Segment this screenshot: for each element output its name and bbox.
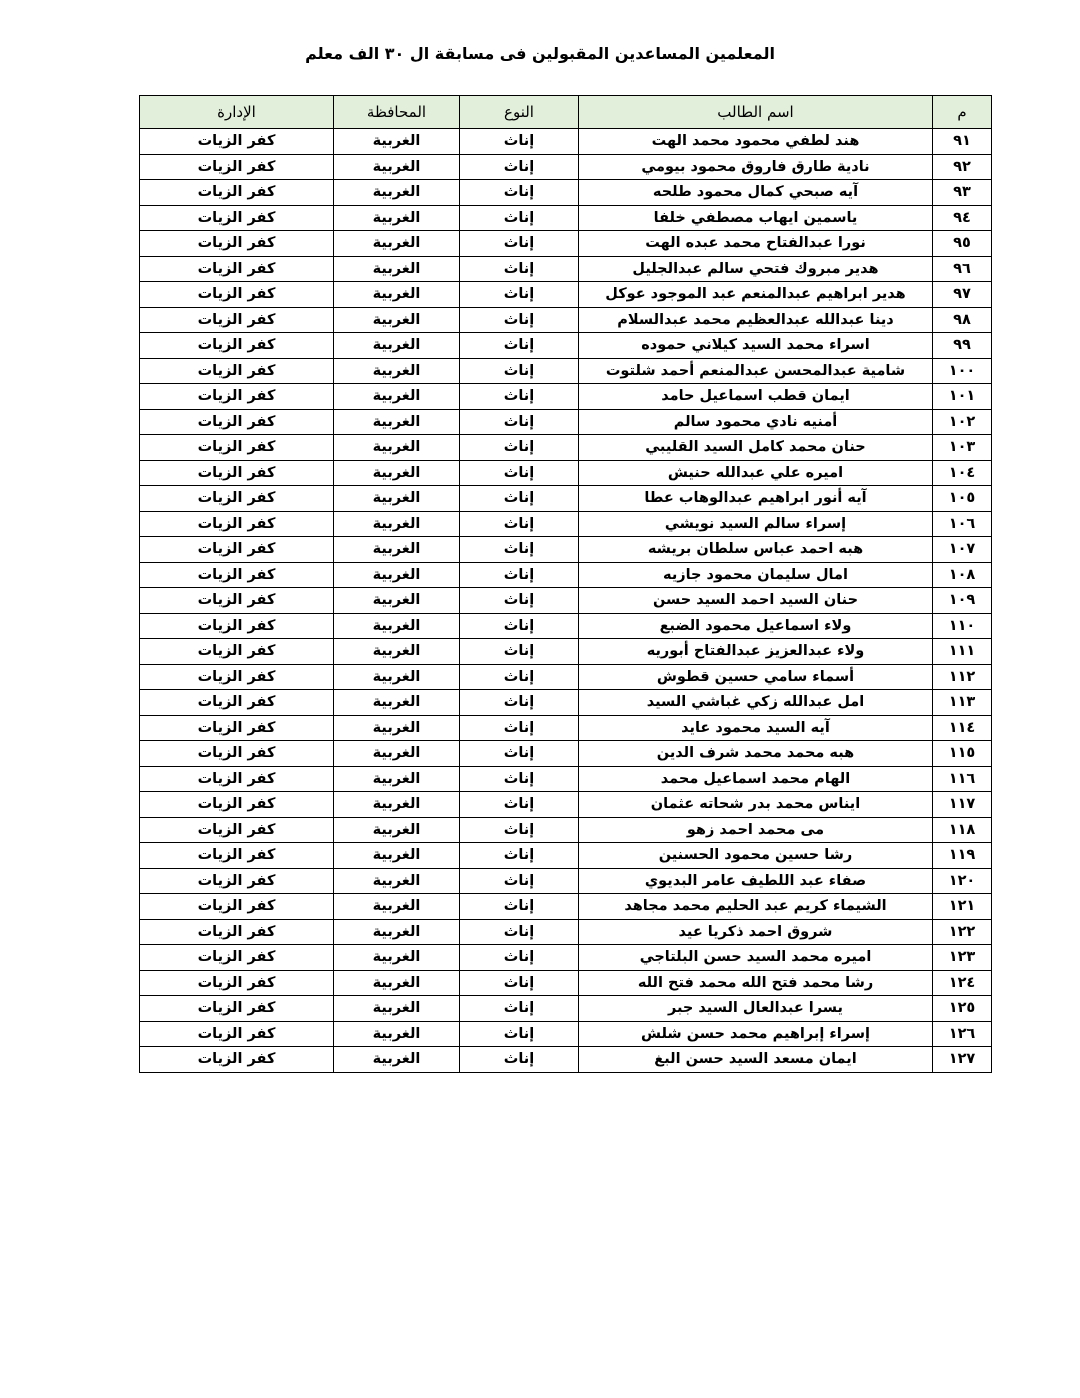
- cell-num: ١٠١: [933, 384, 992, 410]
- cell-name: أمنيه نادي محمود سالم: [579, 409, 933, 435]
- cell-administration: كفر الزيات: [140, 970, 334, 996]
- cell-num: ١١١: [933, 639, 992, 665]
- cell-governorate: الغربية: [334, 639, 460, 665]
- cell-administration: كفر الزيات: [140, 996, 334, 1022]
- table-row: [140, 868, 992, 894]
- cell-governorate: الغربية: [334, 868, 460, 894]
- cell-num: ١٢٠: [933, 868, 992, 894]
- cell-gender: إناث: [460, 664, 579, 690]
- cell-administration: كفر الزيات: [140, 205, 334, 231]
- cell-name: ايمان مسعد السيد حسن البغ: [579, 1047, 933, 1073]
- cell-administration: كفر الزيات: [140, 715, 334, 741]
- cell-administration: كفر الزيات: [140, 868, 334, 894]
- cell-administration: كفر الزيات: [140, 639, 334, 665]
- table-row: [140, 843, 992, 869]
- cell-administration: كفر الزيات: [140, 231, 334, 257]
- cell-gender: إناث: [460, 282, 579, 308]
- table-header: [140, 96, 992, 129]
- cell-gender: إناث: [460, 231, 579, 257]
- table-row: [140, 537, 992, 563]
- cell-administration: كفر الزيات: [140, 817, 334, 843]
- cell-governorate: الغربية: [334, 256, 460, 282]
- cell-name: آيه صبحي كمال محمود طلحه: [579, 180, 933, 206]
- cell-administration: كفر الزيات: [140, 358, 334, 384]
- table-row: [140, 435, 992, 461]
- table-row: [140, 690, 992, 716]
- cell-governorate: الغربية: [334, 384, 460, 410]
- cell-num: ١١٢: [933, 664, 992, 690]
- cell-administration: كفر الزيات: [140, 511, 334, 537]
- cell-administration: كفر الزيات: [140, 154, 334, 180]
- cell-gender: إناث: [460, 817, 579, 843]
- cell-name: آيه السيد محمود عايد: [579, 715, 933, 741]
- table-row: [140, 511, 992, 537]
- table-row: [140, 333, 992, 359]
- cell-gender: إناث: [460, 511, 579, 537]
- table-row: [140, 307, 992, 333]
- cell-num: ١٠٧: [933, 537, 992, 563]
- cell-administration: كفر الزيات: [140, 664, 334, 690]
- cell-governorate: الغربية: [334, 919, 460, 945]
- cell-gender: إناث: [460, 996, 579, 1022]
- cell-num: ١١٤: [933, 715, 992, 741]
- cell-governorate: الغربية: [334, 486, 460, 512]
- table-row: [140, 792, 992, 818]
- cell-gender: إناث: [460, 639, 579, 665]
- cell-num: ٩٦: [933, 256, 992, 282]
- cell-name: ولاء اسماعيل محمود الضبع: [579, 613, 933, 639]
- table-row: [140, 970, 992, 996]
- cell-gender: إناث: [460, 435, 579, 461]
- cell-administration: كفر الزيات: [140, 562, 334, 588]
- cell-num: ١٢٧: [933, 1047, 992, 1073]
- header-gender: النوع: [460, 96, 579, 129]
- cell-name: اميره محمد السيد حسن البلتاجي: [579, 945, 933, 971]
- cell-name: نورا عبدالفتاح محمد عبده الهت: [579, 231, 933, 257]
- cell-administration: كفر الزيات: [140, 384, 334, 410]
- cell-gender: إناث: [460, 205, 579, 231]
- cell-governorate: الغربية: [334, 154, 460, 180]
- table-row: [140, 154, 992, 180]
- cell-name: آيه أنور ابراهيم عبدالوهاب عطا: [579, 486, 933, 512]
- cell-governorate: الغربية: [334, 970, 460, 996]
- table-row: [140, 664, 992, 690]
- header-name: اسم الطالب: [579, 96, 933, 129]
- cell-name: ولاء عبدالعزيز عبدالفتاح أبوريه: [579, 639, 933, 665]
- accepted-teachers-table: [139, 95, 992, 1073]
- cell-governorate: الغربية: [334, 511, 460, 537]
- cell-name: حنان السيد احمد السيد حسن: [579, 588, 933, 614]
- cell-governorate: الغربية: [334, 945, 460, 971]
- cell-governorate: الغربية: [334, 996, 460, 1022]
- cell-governorate: الغربية: [334, 180, 460, 206]
- cell-num: ١١٣: [933, 690, 992, 716]
- cell-gender: إناث: [460, 970, 579, 996]
- table-row: [140, 358, 992, 384]
- cell-governorate: الغربية: [334, 1047, 460, 1073]
- cell-administration: كفر الزيات: [140, 919, 334, 945]
- cell-num: ١٢٥: [933, 996, 992, 1022]
- cell-governorate: الغربية: [334, 843, 460, 869]
- cell-gender: إناث: [460, 460, 579, 486]
- table-row: [140, 817, 992, 843]
- table-row: [140, 639, 992, 665]
- cell-num: ١٠٩: [933, 588, 992, 614]
- cell-name: شروق احمد ذكريا عيد: [579, 919, 933, 945]
- cell-num: ١١٠: [933, 613, 992, 639]
- cell-governorate: الغربية: [334, 664, 460, 690]
- cell-num: ١٢٣: [933, 945, 992, 971]
- cell-num: ٩٣: [933, 180, 992, 206]
- cell-num: ١٢٢: [933, 919, 992, 945]
- cell-name: مى محمد احمد زهو: [579, 817, 933, 843]
- cell-governorate: الغربية: [334, 205, 460, 231]
- cell-administration: كفر الزيات: [140, 766, 334, 792]
- cell-gender: إناث: [460, 256, 579, 282]
- table-row: [140, 766, 992, 792]
- cell-name: هدير ابراهيم عبدالمنعم عبد الموجود عوكل: [579, 282, 933, 308]
- cell-name: الشيماء كريم عبد الحليم محمد مجاهد: [579, 894, 933, 920]
- cell-administration: كفر الزيات: [140, 792, 334, 818]
- cell-name: امل عبدالله زكي غباشي السيد: [579, 690, 933, 716]
- table-row: [140, 1047, 992, 1073]
- table-row: [140, 180, 992, 206]
- table-row: [140, 919, 992, 945]
- cell-name: هند لطفي محمود محمد الهت: [579, 129, 933, 155]
- cell-name: شامية عبدالمحسن عبدالمنعم أحمد شلتوت: [579, 358, 933, 384]
- cell-governorate: الغربية: [334, 358, 460, 384]
- page-title: المعلمين المساعدين المقبولين فى مسابقة ال ٣٠ الف معلم: [305, 44, 775, 63]
- table-row: [140, 409, 992, 435]
- cell-name: نادية طارق فاروق محمود بيومي: [579, 154, 933, 180]
- cell-governorate: الغربية: [334, 741, 460, 767]
- cell-administration: كفر الزيات: [140, 894, 334, 920]
- table-row: [140, 588, 992, 614]
- cell-num: ١٠٥: [933, 486, 992, 512]
- cell-administration: كفر الزيات: [140, 435, 334, 461]
- cell-gender: إناث: [460, 766, 579, 792]
- table-row: [140, 384, 992, 410]
- cell-num: ١٠٤: [933, 460, 992, 486]
- cell-num: ١١٥: [933, 741, 992, 767]
- cell-governorate: الغربية: [334, 766, 460, 792]
- table-row: [140, 562, 992, 588]
- cell-num: ١٠٦: [933, 511, 992, 537]
- cell-gender: إناث: [460, 588, 579, 614]
- cell-name: امال سليمان محمود جازيه: [579, 562, 933, 588]
- cell-administration: كفر الزيات: [140, 256, 334, 282]
- cell-name: هدير مبروك فتحي سالم عبدالجليل: [579, 256, 933, 282]
- cell-administration: كفر الزيات: [140, 613, 334, 639]
- cell-gender: إناث: [460, 715, 579, 741]
- cell-governorate: الغربية: [334, 690, 460, 716]
- header-governorate: المحافظة: [334, 96, 460, 129]
- cell-name: رشا حسين محمود الحسنين: [579, 843, 933, 869]
- cell-num: ٩٨: [933, 307, 992, 333]
- cell-num: ٩٩: [933, 333, 992, 359]
- cell-governorate: الغربية: [334, 613, 460, 639]
- cell-gender: إناث: [460, 154, 579, 180]
- cell-governorate: الغربية: [334, 435, 460, 461]
- cell-gender: إناث: [460, 384, 579, 410]
- cell-governorate: الغربية: [334, 817, 460, 843]
- cell-governorate: الغربية: [334, 307, 460, 333]
- cell-num: ١٠٠: [933, 358, 992, 384]
- table-row: [140, 945, 992, 971]
- cell-gender: إناث: [460, 307, 579, 333]
- cell-administration: كفر الزيات: [140, 741, 334, 767]
- header-administration: الإدارة: [140, 96, 334, 129]
- table-row: [140, 894, 992, 920]
- cell-name: يسرا عبدالعال السيد جبر: [579, 996, 933, 1022]
- cell-num: ١١٩: [933, 843, 992, 869]
- cell-governorate: الغربية: [334, 129, 460, 155]
- table-row: [140, 460, 992, 486]
- cell-num: ٩٢: [933, 154, 992, 180]
- cell-governorate: الغربية: [334, 460, 460, 486]
- cell-num: ٩٧: [933, 282, 992, 308]
- cell-name: صفاء عبد اللطيف عامر البديوي: [579, 868, 933, 894]
- cell-gender: إناث: [460, 843, 579, 869]
- cell-gender: إناث: [460, 613, 579, 639]
- cell-num: ١١٧: [933, 792, 992, 818]
- table-row: [140, 996, 992, 1022]
- cell-gender: إناث: [460, 919, 579, 945]
- cell-num: ١٠٣: [933, 435, 992, 461]
- table-row: [140, 715, 992, 741]
- cell-name: أسماء سامي حسين قطوش: [579, 664, 933, 690]
- cell-name: إسراء سالم السيد نويشي: [579, 511, 933, 537]
- cell-governorate: الغربية: [334, 409, 460, 435]
- cell-administration: كفر الزيات: [140, 945, 334, 971]
- table-row: [140, 741, 992, 767]
- cell-administration: كفر الزيات: [140, 333, 334, 359]
- header-row: [140, 96, 992, 129]
- header-num: م: [933, 96, 992, 129]
- cell-name: رشا محمد فتح الله محمد فتح الله: [579, 970, 933, 996]
- cell-administration: كفر الزيات: [140, 282, 334, 308]
- table-row: [140, 129, 992, 155]
- cell-gender: إناث: [460, 1021, 579, 1047]
- cell-num: ١٢١: [933, 894, 992, 920]
- cell-governorate: الغربية: [334, 562, 460, 588]
- cell-name: هبه احمد عباس سلطان بريشه: [579, 537, 933, 563]
- cell-administration: كفر الزيات: [140, 1047, 334, 1073]
- cell-gender: إناث: [460, 486, 579, 512]
- cell-num: ١٠٢: [933, 409, 992, 435]
- cell-name: ايمان قطب اسماعيل حامد: [579, 384, 933, 410]
- cell-gender: إناث: [460, 129, 579, 155]
- cell-name: هبه محمد محمد شرف الدين: [579, 741, 933, 767]
- cell-num: ٩٥: [933, 231, 992, 257]
- cell-governorate: الغربية: [334, 282, 460, 308]
- cell-gender: إناث: [460, 894, 579, 920]
- cell-administration: كفر الزيات: [140, 129, 334, 155]
- cell-name: دينا عبدالله عبدالعظيم محمد عبدالسلام: [579, 307, 933, 333]
- cell-administration: كفر الزيات: [140, 1021, 334, 1047]
- cell-gender: إناث: [460, 180, 579, 206]
- cell-administration: كفر الزيات: [140, 307, 334, 333]
- cell-administration: كفر الزيات: [140, 486, 334, 512]
- cell-governorate: الغربية: [334, 333, 460, 359]
- cell-governorate: الغربية: [334, 715, 460, 741]
- cell-name: اسراء محمد السيد كيلاني حموده: [579, 333, 933, 359]
- cell-name: الهام محمد اسماعيل محمد: [579, 766, 933, 792]
- cell-administration: كفر الزيات: [140, 180, 334, 206]
- cell-governorate: الغربية: [334, 588, 460, 614]
- table-row: [140, 1021, 992, 1047]
- cell-num: ٩١: [933, 129, 992, 155]
- cell-gender: إناث: [460, 690, 579, 716]
- table-row: [140, 256, 992, 282]
- cell-gender: إناث: [460, 868, 579, 894]
- cell-administration: كفر الزيات: [140, 409, 334, 435]
- cell-administration: كفر الزيات: [140, 588, 334, 614]
- cell-name: اميره علي عبدالله حنيش: [579, 460, 933, 486]
- cell-governorate: الغربية: [334, 231, 460, 257]
- cell-governorate: الغربية: [334, 894, 460, 920]
- cell-administration: كفر الزيات: [140, 537, 334, 563]
- cell-administration: كفر الزيات: [140, 690, 334, 716]
- cell-governorate: الغربية: [334, 1021, 460, 1047]
- cell-gender: إناث: [460, 537, 579, 563]
- cell-num: ١١٨: [933, 817, 992, 843]
- cell-num: ١١٦: [933, 766, 992, 792]
- cell-num: ١٢٤: [933, 970, 992, 996]
- table-row: [140, 282, 992, 308]
- cell-num: ٩٤: [933, 205, 992, 231]
- cell-num: ١٠٨: [933, 562, 992, 588]
- cell-gender: إناث: [460, 333, 579, 359]
- cell-gender: إناث: [460, 358, 579, 384]
- cell-name: ايناس محمد بدر شحاته عثمان: [579, 792, 933, 818]
- cell-gender: إناث: [460, 409, 579, 435]
- cell-gender: إناث: [460, 945, 579, 971]
- table-body: [140, 129, 992, 1073]
- cell-name: إسراء إبراهيم محمد حسن شلش: [579, 1021, 933, 1047]
- table-row: [140, 205, 992, 231]
- cell-gender: إناث: [460, 792, 579, 818]
- cell-gender: إناث: [460, 741, 579, 767]
- cell-num: ١٢٦: [933, 1021, 992, 1047]
- cell-gender: إناث: [460, 1047, 579, 1073]
- cell-name: ياسمين ايهاب مصطفي خلفا: [579, 205, 933, 231]
- table-row: [140, 231, 992, 257]
- cell-governorate: الغربية: [334, 792, 460, 818]
- table-row: [140, 613, 992, 639]
- cell-gender: إناث: [460, 562, 579, 588]
- cell-name: حنان محمد كامل السيد القليبي: [579, 435, 933, 461]
- cell-administration: كفر الزيات: [140, 460, 334, 486]
- cell-governorate: الغربية: [334, 537, 460, 563]
- table-row: [140, 486, 992, 512]
- cell-administration: كفر الزيات: [140, 843, 334, 869]
